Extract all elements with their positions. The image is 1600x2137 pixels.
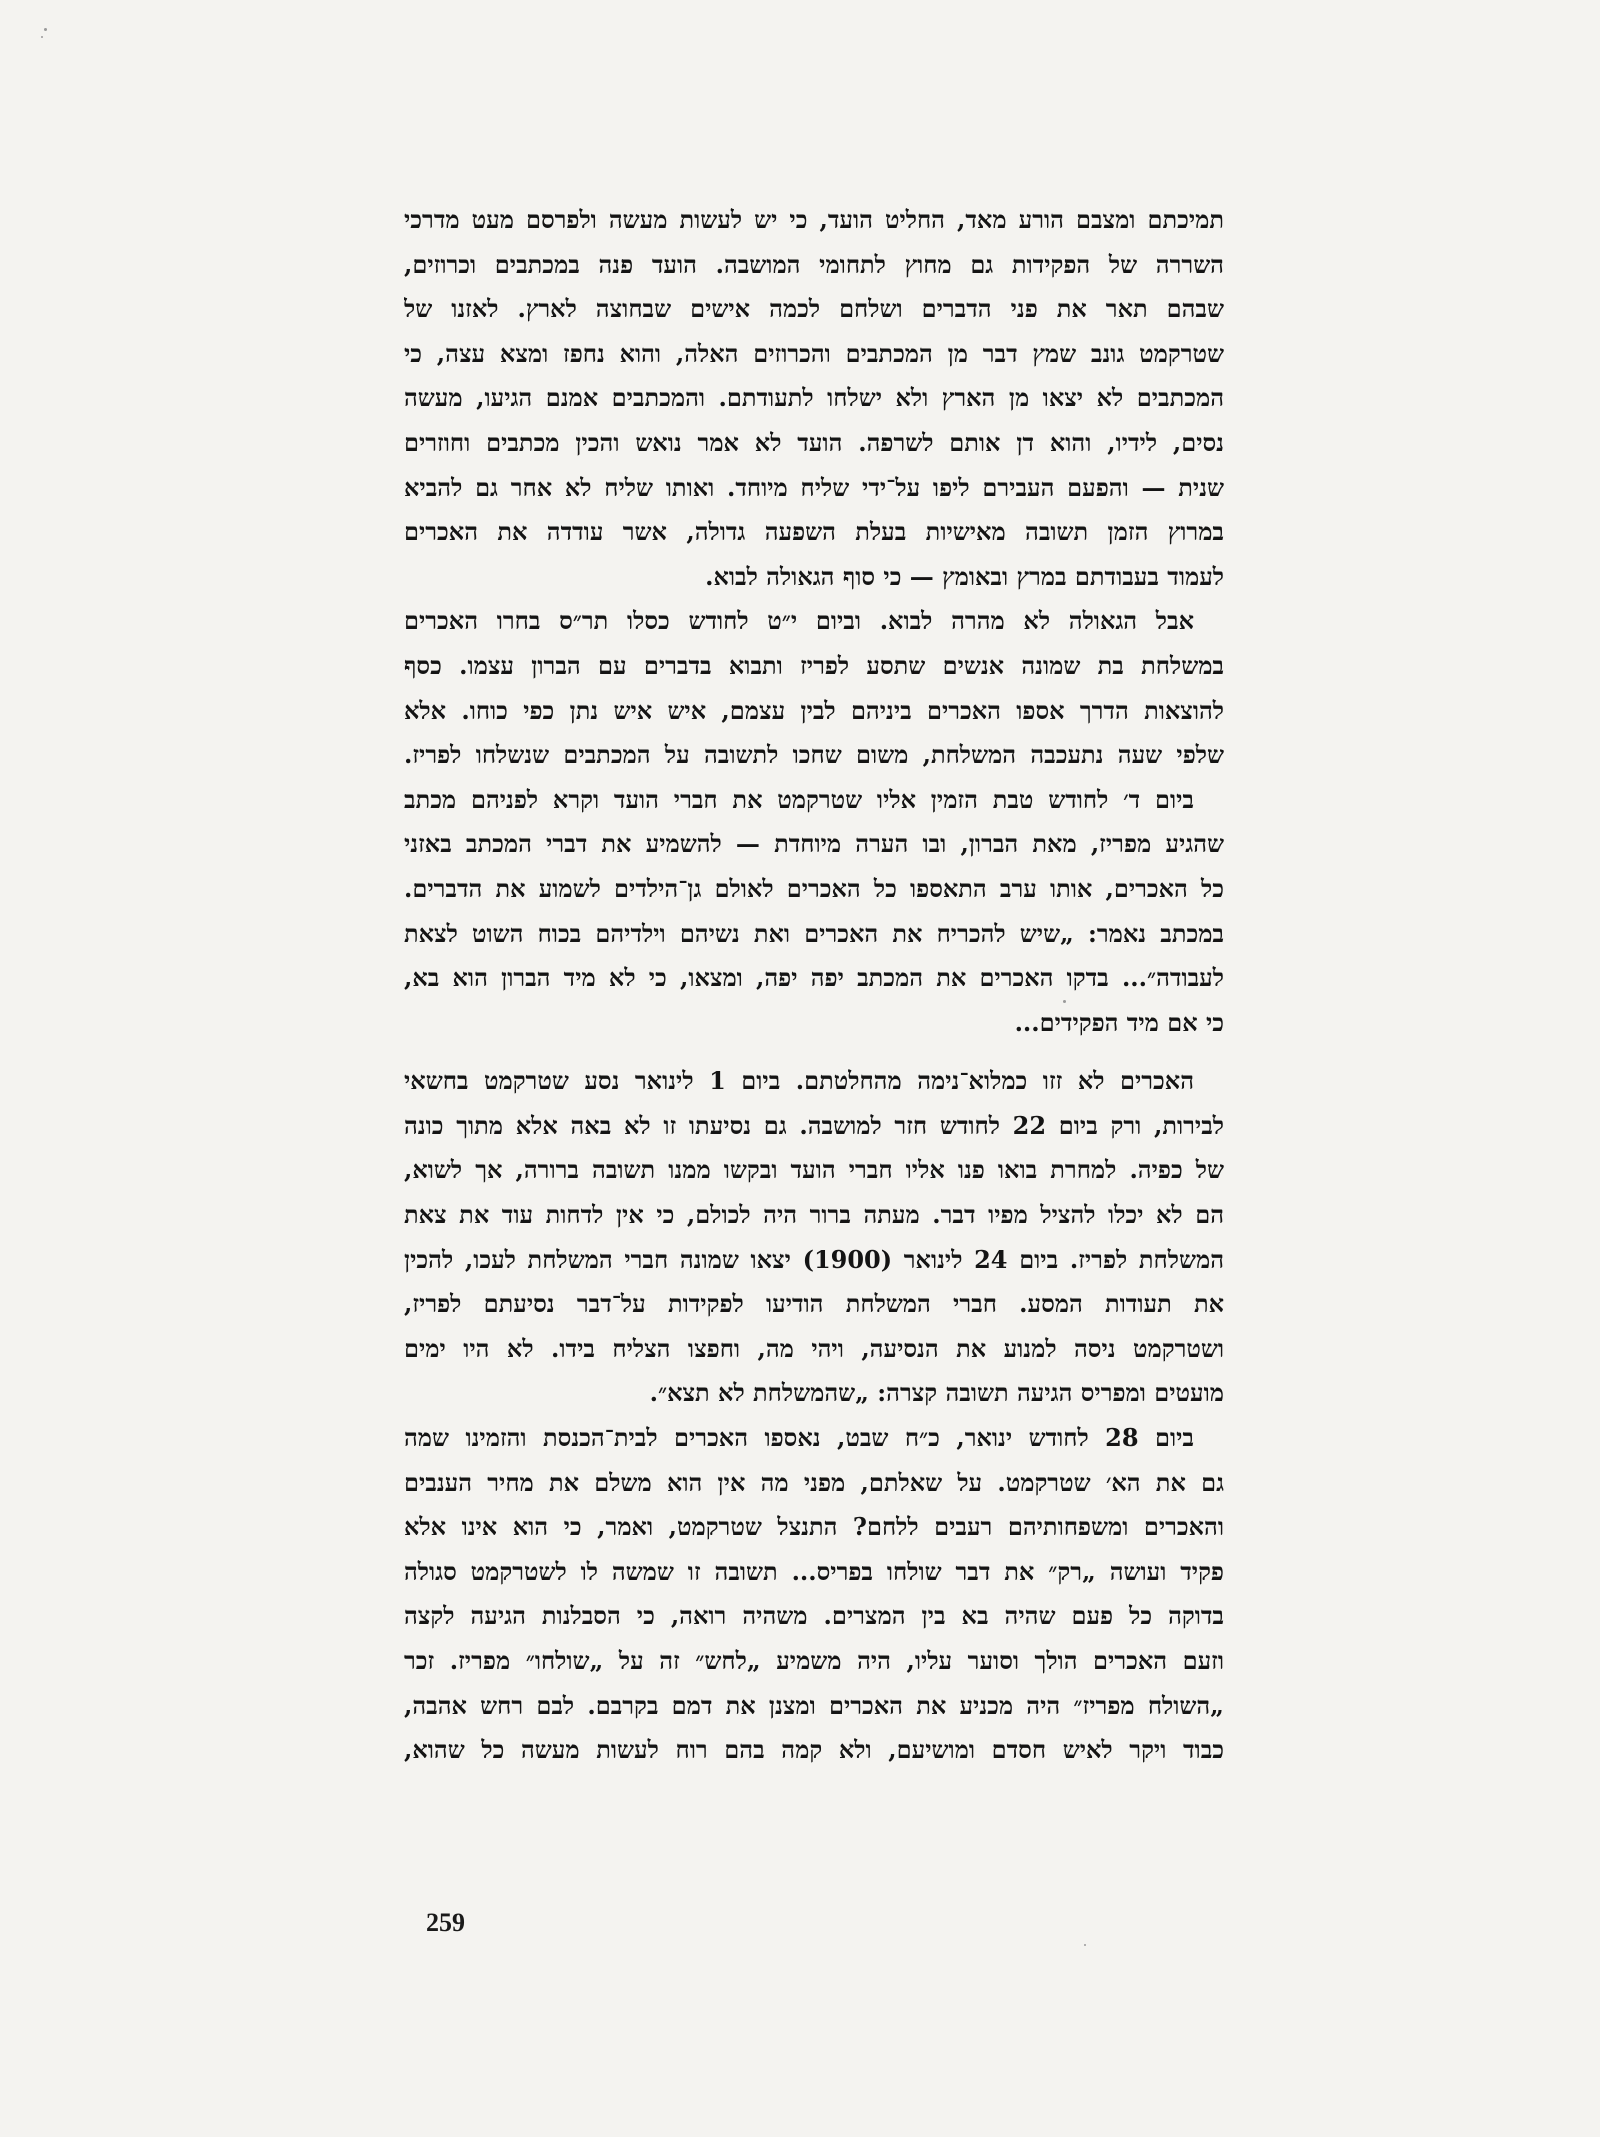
scan-speck	[1084, 1944, 1086, 1946]
paragraph-2	[404, 599, 1224, 777]
text-line: להוצאות הדרך אספו האכרים ביניהם לבין עצמם, איש איש נתן כפי כוחו. אלא	[404, 695, 1224, 725]
text-line: של כפיה. למחרת בואו פנו אליו חברי הועד ובקשו ממנו תשובה ברורה, אך לשוא,	[404, 1155, 1224, 1185]
text-line: לבירות, ורק ביום 22 לחודש חזר למושבה. גם נסיעתו זו לא באה אלא מתוך כונה	[404, 1110, 1224, 1140]
text-line: שלפי שעה נתעכבה המשלחת, משום שחכו לתשובה על המכתבים שנשלחו לפריז.	[404, 740, 1224, 770]
paragraph-gap	[404, 1045, 1224, 1059]
paragraph-3	[404, 778, 1224, 1046]
text-line: בדוקה כל פעם שהיה בא בין המצרים. משהיה רואה, כי הסבלנות הגיעה לקצה	[404, 1601, 1224, 1631]
text-line: שהגיע מפריז, מאת הברון, ובו הערה מיוחדת — להשמיע את דברי המכתב באזני	[404, 829, 1224, 859]
text-line: שבהם תאר את פני הדברים ושלחם לכמה אישים שבחוצה לארץ. לאזנו של	[404, 294, 1224, 324]
text-line: שנית — והפעם העבירם ליפו על־ידי שליח מיוחד. ואותו שליח לא אחר גם להביא	[404, 472, 1224, 502]
text-line: כל האכרים, אותו ערב התאספו כל האכרים לאולם גן־הילדים לשמוע את הדברים.	[404, 873, 1224, 903]
text-line: ביום ד׳ לחודש טבת הזמין אליו שטרקמט את חברי הועד וקרא לפניהם מכתב	[404, 784, 1194, 814]
text-line: מועטים ומפריס הגיעה תשובה קצרה: „שהמשלחת לא תצא״.	[649, 1378, 1224, 1408]
text-line: ושטרקמט ניסה למנוע את הנסיעה, ויהי מה, וחפצו הצליח בידו. לא היו ימים	[404, 1333, 1224, 1363]
text-line: המשלחת לפריז. ביום 24 לינואר (1900) יצאו שמונה חברי המשלחת לעכו, להכין	[404, 1244, 1224, 1274]
text-line: במשלחת בת שמונה אנשים שתסע לפריז ותבוא בדברים עם הברון עצמו. כסף	[404, 650, 1224, 680]
text-line: המכתבים לא יצאו מן הארץ ולא ישלחו לתעודתם. והמכתבים אמנם הגיעו, מעשה	[404, 383, 1224, 413]
text-line: פקיד ועושה „רק״ את דבר שולחו בפריס... תשובה זו שמשה לו לשטרקמט סגולה	[404, 1556, 1224, 1586]
scan-speck	[1063, 1000, 1066, 1003]
text-line: את תעודות המסע. חברי המשלחת הודיעו לפקידות על־דבר נסיעתם לפריז,	[404, 1289, 1224, 1319]
text-line: לעבודה״... בדקו האכרים את המכתב יפה יפה, ומצאו, כי לא מיד הברון הוא בא,	[404, 963, 1224, 993]
text-line: וזעם האכרים הולך וסוער עליו, היה משמיע „לחש״ זה על „שולחו״ מפריז. זכר	[404, 1646, 1224, 1675]
paragraph-4	[404, 1059, 1224, 1416]
text-line: השררה של הפקידות גם מחוץ לתחומי המושבה. הועד פנה במכתבים וכרוזים,	[404, 249, 1224, 279]
text-line: לעמוד בעבודתם במרץ ובאומץ — כי סוף הגאולה לבוא.	[705, 561, 1224, 591]
text-line: הם לא יכלו להציל מפיו דבר. מעתה ברור היה לכולם, כי אין לדחות עוד את צאת	[404, 1200, 1224, 1230]
paragraph-5	[404, 1416, 1224, 1773]
scan-speck	[44, 28, 47, 31]
text-line: שטרקמט גונב שמץ דבר מן המכתבים והכרוזים האלה, והוא נחפז ומצא עצה, כי	[404, 338, 1224, 368]
text-line: גם את הא׳ שטרקמט. על שאלתם, מפני מה אין הוא משלם את מחיר הענבים	[404, 1467, 1224, 1497]
text-line: „השולח מפריז״ היה מכניע את האכרים ומצנן את דמם בקרבם. לבם רחש אהבה,	[404, 1690, 1224, 1720]
page-number: 259	[426, 1908, 465, 1937]
text-line: אבל הגאולה לא מהרה לבוא. וביום י״ט לחודש כסלו תר״ס בחרו האכרים	[404, 606, 1194, 636]
scan-speck	[41, 36, 43, 38]
text-line: במכתב נאמר: „שיש להכריח את האכרים ואת נשיהם וילדיהם בכוח השוט לצאת	[404, 918, 1224, 948]
text-line: במרוץ הזמן תשובה מאישיות בעלת השפעה גדולה, אשר עודדה את האכרים	[404, 517, 1224, 547]
text-line: נסים, לידיו, והוא דן אותם לשרפה. הועד לא אמר נואש והכין מכתבים וחוזרים	[404, 427, 1224, 457]
text-line: תמיכתם ומצבם הורע מאד, החליט הועד, כי יש לעשות מעשה ולפרסם מעט מדרכי	[404, 205, 1224, 234]
text-line: והאכרים ומשפחותיהם רעבים ללחם? התנצל שטרקמט, ואמר, כי הוא אינו אלא	[404, 1512, 1224, 1542]
text-line: כבוד ויקר לאיש חסדם ומושיעם, ולא קמה בהם רוח לעשות מעשה כל שהוא,	[404, 1735, 1224, 1765]
text-line: האכרים לא זזו כמלוא־נימה מהחלטתם. ביום 1 לינואר נסע שטרקמט בחשאי	[404, 1066, 1194, 1096]
text-line: ביום 28 לחודש ינואר, כ״ח שבט, נאספו האכרים לבית־הכנסת והזמינו שמה	[404, 1423, 1194, 1453]
body-text	[404, 198, 1224, 1773]
text-line: כי אם מיד הפקידים...	[1014, 1007, 1224, 1037]
paragraph-1	[404, 198, 1224, 599]
